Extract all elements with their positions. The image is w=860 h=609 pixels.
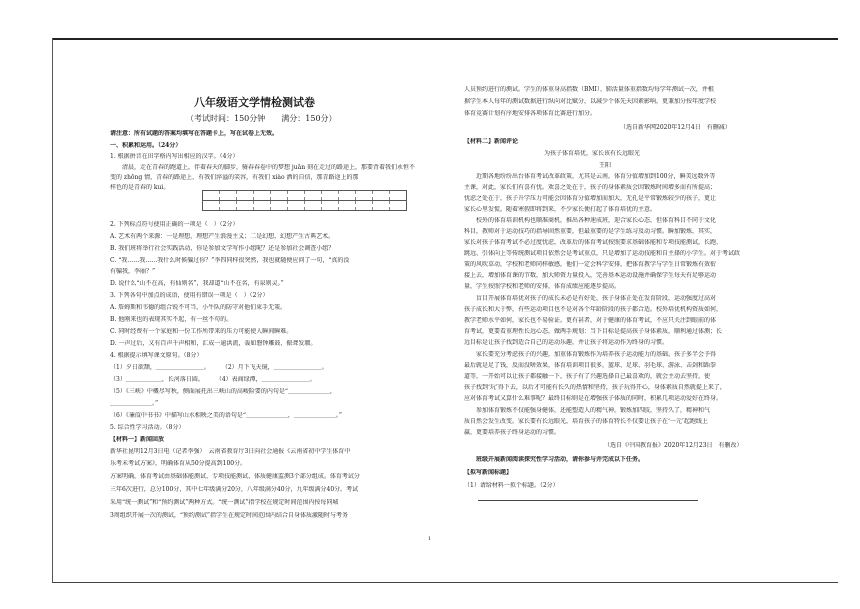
text-line: 有骗我，李丽？” bbox=[110, 268, 156, 275]
source-note: （选自新华网2020年12月4日 有删减） bbox=[620, 124, 731, 131]
answer-grid[interactable] bbox=[202, 190, 407, 210]
text-line: 家长对孩子体育考试不必过度忧虑，改革后的体育考试按照要求基础体能和专项技能测试，长跑、 bbox=[464, 239, 723, 246]
text-line: 主课，对此，家长们有喜有忧。欢喜之处在于，孩子的身体素质会因锻炼时间增多而有所提高； bbox=[464, 184, 717, 191]
top-border bbox=[52, 38, 838, 40]
fill-line: （1）夕日欲颓，＿＿＿＿＿＿＿＿。 （2）月下飞天镜，＿＿＿＿＿＿＿＿。 bbox=[110, 364, 328, 371]
option-c: C. “我……我……我什么时候骗过你？”李四同样很突然，我也就随便应问了一句，“真的没 bbox=[110, 257, 350, 264]
text-line: 人员预约进行的测试。学生的体重身高指数（BMI）、肺活量体重指数均每学年测试一次，并根 bbox=[464, 86, 714, 93]
text-line: 教学老师水平如何，家长也不易验证。更有甚者，对于健康的体育考试，不应只关注到眼前的体 bbox=[464, 317, 717, 324]
task-heading: 【拟写新闻标题】 bbox=[464, 469, 513, 476]
text-line: 科目，教师对于运动技巧的指导固然重要，但最重要的是学生练习及动习惯。瞬加锻炼，其实， bbox=[464, 228, 717, 235]
text-line: 3周组织开展一次的测试，“预约测试”指学生在规定时间范围内结合自身体质激随时与考务 bbox=[110, 512, 348, 519]
page-number: 1 bbox=[428, 536, 432, 542]
option-b: B. 他刚来也的表现其实不起，有一丝不苟的。 bbox=[110, 316, 233, 323]
text-line: 赢，更要培养孩子终身运动的习惯。 bbox=[464, 429, 561, 436]
source-note: （选自《中国教育报》2020年12月23日 有删改） bbox=[604, 442, 743, 449]
text-line: 样色的是青春的 kuì。 bbox=[110, 184, 170, 191]
text-line: 应对体育考试又算什么难事呢？最终目标则是在增强孩子体质的同时，积累几项运动爱好在终身。 bbox=[464, 395, 723, 402]
text-line: 三年6次进行，总分100分，其中七年级满分20分，八年级满分40分，九年级满分40分。考试 bbox=[110, 486, 359, 493]
text-line: 接上去，增加体育课的节数，加大师资力量投入，完善基本运动设施并确保学生每天有足够运动 bbox=[464, 272, 717, 279]
text-line: 采用“统一测试”和“预约测试”两种方式。“统一测试”指学校在规定时间范围内按每同城 bbox=[110, 499, 339, 506]
text-line: 清晨，走在青春的跑道上，伴着春天的脚步，骑春春卷中的梦想 juān 刻在走过的路途上，那要背着我们永恒不 bbox=[110, 164, 415, 171]
option-d: D. 说什么“山不在高，有仙则名”，我却道“山不在名，有泉则灵。” bbox=[110, 280, 284, 287]
fill-line: （3）＿＿＿＿＿＿，长河落日圆。 （4）表商绿潭，＿＿＿＿＿＿＿＿。 bbox=[110, 376, 316, 383]
text-line: 道等，一开始可以让孩子都接触一下，孩子有了兴趣选择自己最喜欢的，就会主动去坚持，使 bbox=[464, 373, 711, 380]
text-line: 跳远、引体向上等传统测试项目依然会是考试重点，只是增加了运动技能和自主择的小学生。对于考试政 bbox=[464, 250, 741, 257]
text-line: 乐考未考试方案》，明确体育从50分提高到100分。 bbox=[110, 460, 247, 467]
text-line: 家长要充分考虑孩子的兴趣，加重体育锻炼作为培养孩子运动能力的基础。孩子多半会予得 bbox=[464, 351, 717, 358]
text-line: 近期各地纷纷出台体育考试改革政策，尤其是云南，体育分值增加到100分，瞬美远数外等 bbox=[464, 173, 716, 180]
text-line: 量，学生按照学校和老师的安排，体育成绩应能逐步提高。 bbox=[464, 283, 621, 290]
text-line: 孩子找到‘玩’得下去，以后才可能有长久的热情和坚持，孩子玩得开心，身体素质自然就提上来了， bbox=[464, 384, 726, 391]
option-d: D. 一声过后，又有百声千声相和，汇成一逾洪流，轰如磐钟雕鼓、振聋发聩。 bbox=[110, 340, 317, 347]
text-line: 新华社昆明12月3日电（记者李强） 云南省教育厅3日向社会通报《云南省初中学生体育中 bbox=[110, 448, 351, 455]
text-line: 家长心里发慌。随着寒假即将到来，不少家长便打起了体育培优的主意。 bbox=[464, 206, 657, 213]
answer-line[interactable] bbox=[478, 500, 698, 501]
bottom-border bbox=[52, 582, 838, 583]
text-line: 方案明确，体育考试由基础体能测试、专项技能测试、体质健康监测3个部分组成。体育考试分 bbox=[110, 473, 360, 480]
task-instruction: 班级开展新闻阅读探究性学习活动，请你参与并完成以下任务。 bbox=[464, 456, 645, 463]
material-heading: 【材料一】新闻回放 bbox=[110, 436, 165, 443]
instruction: 请注意：所有试题的答案均填写在答题卡上，写在试卷上无效。 bbox=[110, 130, 279, 137]
fill-line: （6）《蒹葭中书书》中描写山水相映之美的语句是“＿＿＿＿＿＿＿，＿＿＿＿＿＿＿。” bbox=[110, 412, 342, 419]
text-line: 变的 zhōng 情，青春的路途上，有我们淬溢的笑容，有我们 xiào 洒的自信，那青路途上的那 bbox=[110, 174, 359, 181]
option-a: A. 詹姆斯和韦德的组合锐不可当，小牛队的防守对他们束手无策。 bbox=[110, 304, 287, 311]
fill-line: ＿＿＿＿＿＿＿。” bbox=[110, 400, 159, 407]
article-author: 王阳 bbox=[599, 162, 612, 169]
fill-line: （5）《三峡》中概尽写秋，侧面展托出三峡山的高峻险要的内句是“＿＿＿＿＿＿＿， bbox=[110, 388, 336, 395]
question-3: 3. 下列各句中加点的成语，使用有错误一项是（ ）（2分） bbox=[110, 292, 269, 299]
page-title: 八年级语文学情检测试卷 bbox=[194, 96, 315, 109]
text-line: 校外的体育培训机构也顺准商机，推出各种速成班，迎合家长心态，但体育科目不同于文化 bbox=[464, 217, 717, 224]
text-line: 参加体育锻炼不仅能强身健体，还能塑造人的精气神，锻炼加四肢，坚持久了，精神和气 bbox=[464, 407, 711, 414]
text-line: 忧虑之处在于，孩子升学压力可能会因体育分值增加而加大，无孔是平常锻炼较少的孩子，更让 bbox=[464, 195, 717, 202]
text-line: 最后就是足了钱，反而没啥效果，体育培训项目很多，篮球、足球、羽毛球、游泳、击剑和跆拳 bbox=[464, 362, 717, 369]
question-5: 5. 综合性学习活动。（8分） bbox=[110, 424, 185, 431]
text-line: 质自然会发生改变。家长要有长远眼光，培育孩子的体育特长不仅要让孩子在‘一元’起跑线上 bbox=[464, 418, 708, 425]
question-4: 4. 根据提示填写课文原句。（8分） bbox=[110, 352, 203, 359]
text-line: 孩子成长和大于弊，有些运动项目也不是对各个年龄阶段的孩子都合适。校外培优机构资质如何， bbox=[464, 306, 723, 313]
option-c: C. 同时经费有一个家庭和一份工作所带来的压力可能使人瞬间瞬难。 bbox=[110, 328, 293, 335]
text-line: 育考试，更要看重理性长远心态，做两手规划：当下目标是提高孩子身体素质，顺利通过体测；长 bbox=[464, 328, 723, 335]
left-border bbox=[52, 38, 53, 583]
text-line: 远目标是让孩子找到适合自己的运动乐趣，并让孩子将运动作为终身的习惯。 bbox=[464, 339, 669, 346]
text-line: 盲目开展体育培优对孩子的成长未必是有好处，孩子身体正处在发育阶段，运动强度过高对 bbox=[464, 295, 717, 302]
article-title: 为孩子体育培优，家长该有长远眼光 bbox=[544, 150, 641, 157]
text-line: 策的风吹草动，学校和老师同样敏感，他们一定会科学安排，把体育教学与学生日常锻炼有效衔 bbox=[464, 261, 717, 268]
text-line: 据学生本人每年的测试数据进行纵向对比赋分，以减少个体先天因素影响，更兼加分按年度学校 bbox=[464, 98, 717, 105]
option-b: B. 我们班将举行社会实践活动，你是参加文学写作小组呢？还是参加社会调查小组？ bbox=[110, 245, 335, 252]
text-line: 体育竞赛计划有序地安排各项体育比赛进行加分。 bbox=[464, 110, 597, 117]
option-a: A. 艺术有两个来源：一是理想，理想产生浪漫主义；二是幻想，幻想产生古典艺术。 bbox=[110, 233, 335, 240]
question-2: 2. 下列标点符号使用正确的一项是（ ）（2分） bbox=[110, 221, 239, 228]
material-heading: 【材料二】新闻评论 bbox=[464, 138, 519, 145]
question-1: 1. 根据拼音在田字格内写出相应的汉字。（4分） bbox=[110, 153, 239, 160]
exam-meta: （考试时间：150分钟 满分：150分） bbox=[186, 114, 337, 123]
task-question: （1）请给材料一拟个标题。（2分） bbox=[464, 482, 559, 489]
section-heading: 一、积累和运用。（24分） bbox=[110, 142, 182, 149]
